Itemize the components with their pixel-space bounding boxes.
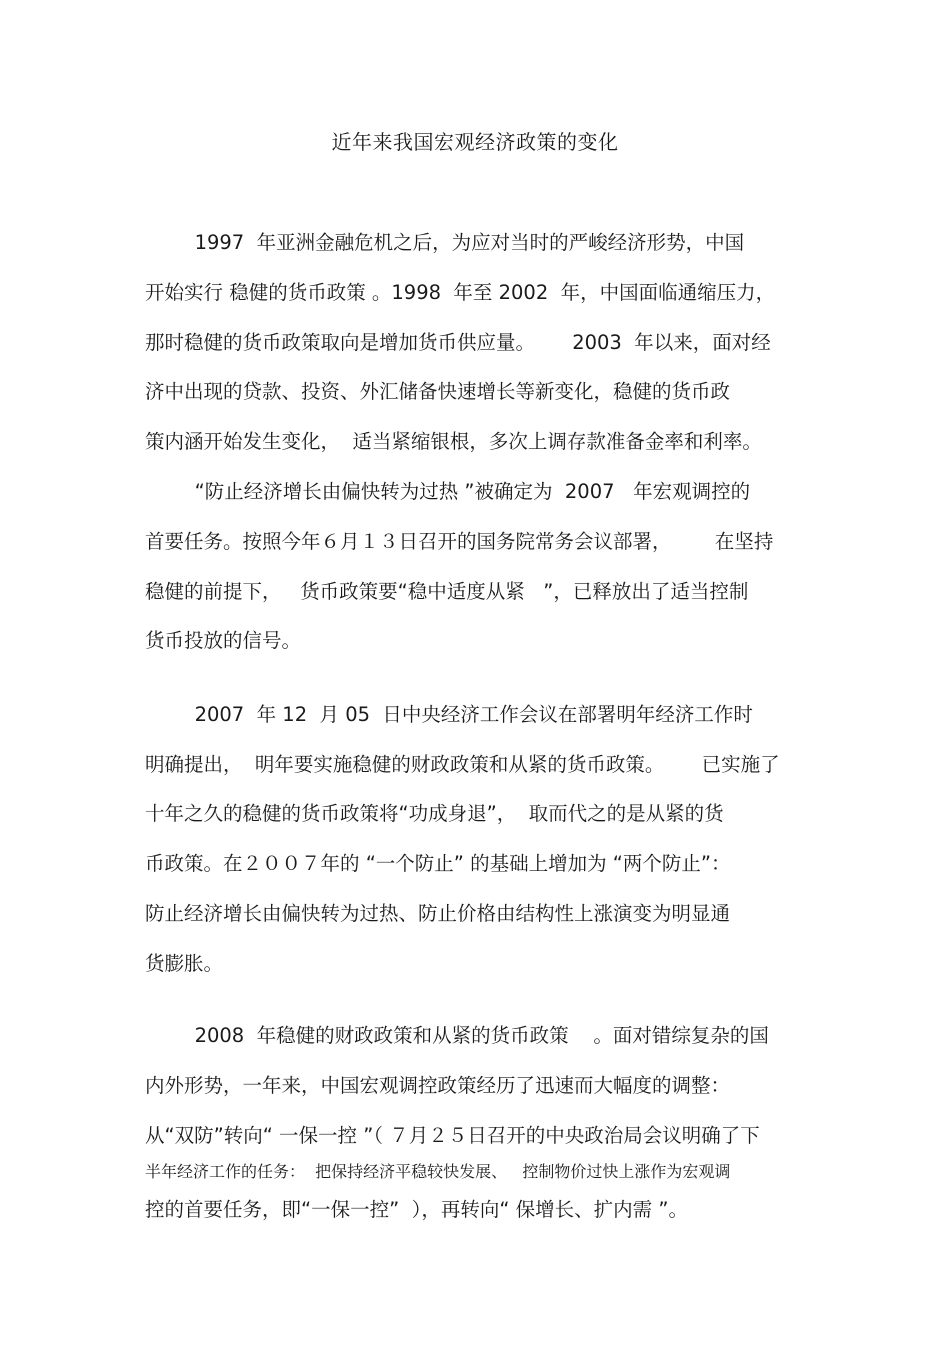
paragraph-line: 明确提出， 明年要实施稳健的财政政策和从紧的货币政策。 已实施了 xyxy=(145,753,780,776)
paragraph-line: 半年经济工作的任务： 把保持经济平稳较快发展、 控制物价过快上涨作为宏观调 xyxy=(145,1162,731,1181)
paragraph-line: 2008 年稳健的财政政策和从紧的货币政策 。面对错综复杂的国 xyxy=(145,1024,769,1047)
paragraph-line: 防止经济增长由偏快转为过热、防止价格由结构性上涨演变为明显通 xyxy=(145,902,731,925)
paragraph-line: 币政策。在２００７年的 “一个防止” 的基础上增加为 “两个防止”： xyxy=(145,852,731,875)
paragraph-line: 2007 年 12 月 05 日中央经济工作会议在部署明年经济工作时 xyxy=(145,703,753,726)
paragraph-line: 从“双防”转向“ 一保一控 ”（ ７月２５日召开的中央政治局会议明确了下 xyxy=(145,1124,760,1147)
paragraph-line: “防止经济增长由偏快转为过热 ”被确定为 2007 年宏观调控的 xyxy=(145,480,751,503)
paragraph-line: 1997 年亚洲金融危机之后，为应对当时的严峻经济形势，中国 xyxy=(145,231,745,254)
paragraph-line: 货膨胀。 xyxy=(145,952,224,975)
paragraph-line: 控的首要任务，即“一保一控” ），再转向“ 保增长、扩内需 ”。 xyxy=(145,1198,688,1221)
paragraph-line: 十年之久的稳健的货币政策将“功成身退”， 取而代之的是从紧的货 xyxy=(145,802,724,825)
paragraph-line: 内外形势，一年来，中国宏观调控政策经历了迅速而大幅度的调整： xyxy=(145,1074,731,1097)
paragraph-line: 首要任务。按照今年６月１３日召开的国务院常务会议部署， 在坚持 xyxy=(145,530,774,553)
document-title: 近年来我国宏观经济政策的变化 xyxy=(331,130,619,154)
paragraph-line: 济中出现的贷款、投资、外汇储备快速增长等新变化，稳健的货币政 xyxy=(145,380,731,403)
paragraph-line: 那时稳健的货币政策取向是增加货币供应量。 2003 年以来，面对经 xyxy=(145,331,771,354)
paragraph-line: 开始实行 稳健的货币政策 。1998 年至 2002 年，中国面临通缩压力， xyxy=(145,281,776,304)
paragraph-line: 货币投放的信号。 xyxy=(145,629,302,652)
paragraph-line: 策内涵开始发生变化， 适当紧缩银根，多次上调存款准备金率和利率。 xyxy=(145,430,762,453)
paragraph-line: 稳健的前提下， 货币政策要“稳中适度从紧 ”，已释放出了适当控制 xyxy=(145,580,749,603)
